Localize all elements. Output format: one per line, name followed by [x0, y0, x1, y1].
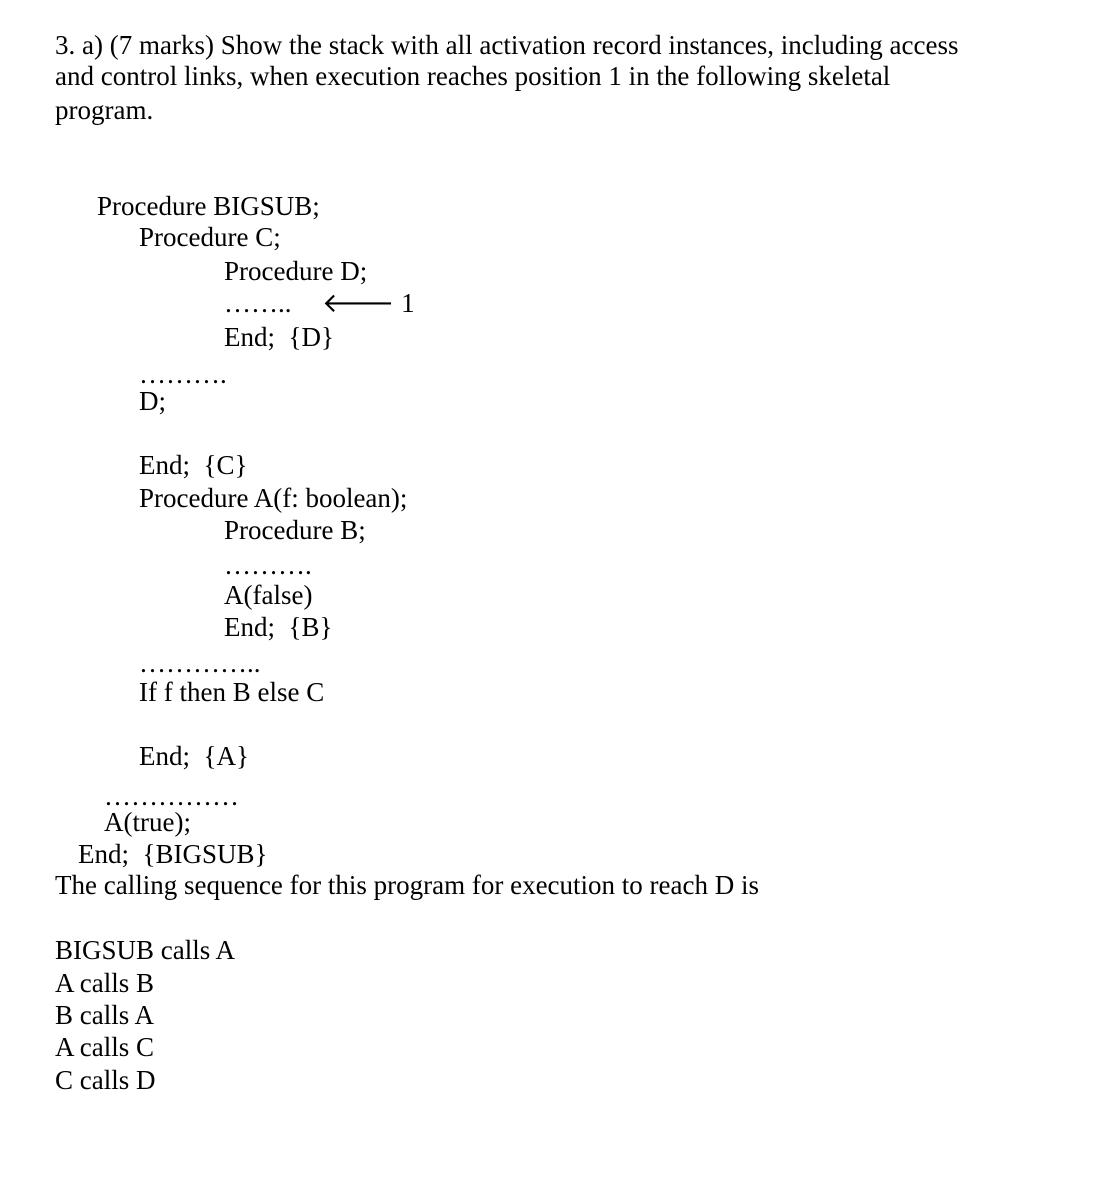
- program-line: If f then B else C: [139, 677, 325, 707]
- program-line: Procedure C;: [139, 222, 281, 252]
- program-line: End; {BIGSUB}: [78, 839, 268, 869]
- program-line: A(false): [224, 580, 313, 610]
- program-line: D;: [139, 386, 166, 416]
- list-item: A calls B: [55, 968, 154, 998]
- position-marker: 🡐 1: [322, 288, 415, 318]
- program-line: Procedure D;: [224, 256, 368, 286]
- list-item: C calls D: [55, 1065, 156, 1095]
- program-line: A(true);: [104, 807, 191, 837]
- question-line-2: and control links, when execution reaches position 1 in the following skeletal: [55, 61, 891, 91]
- list-item: B calls A: [55, 1000, 154, 1030]
- program-line: ……….: [224, 550, 312, 580]
- list-item: BIGSUB calls A: [55, 935, 236, 965]
- sequence-intro: The calling sequence for this program for execution to reach D is: [55, 870, 759, 900]
- program-line: End; {C}: [139, 450, 248, 480]
- program-line: ……………: [104, 781, 239, 811]
- program-line: ……..: [224, 288, 292, 318]
- program-line: …………..: [139, 648, 261, 678]
- program-line: End; {D}: [224, 322, 334, 352]
- program-line: End; {A}: [139, 741, 249, 771]
- program-line: End; {B}: [224, 612, 333, 642]
- program-line: Procedure BIGSUB;: [97, 191, 320, 221]
- program-line: Procedure A(f: boolean);: [139, 483, 408, 513]
- question-line-1: 3. a) (7 marks) Show the stack with all activation record instances, including access: [55, 30, 959, 60]
- program-line: ……….: [139, 359, 227, 389]
- program-line: Procedure B;: [224, 515, 366, 545]
- list-item: A calls C: [55, 1032, 154, 1062]
- question-line-3: program.: [55, 95, 154, 125]
